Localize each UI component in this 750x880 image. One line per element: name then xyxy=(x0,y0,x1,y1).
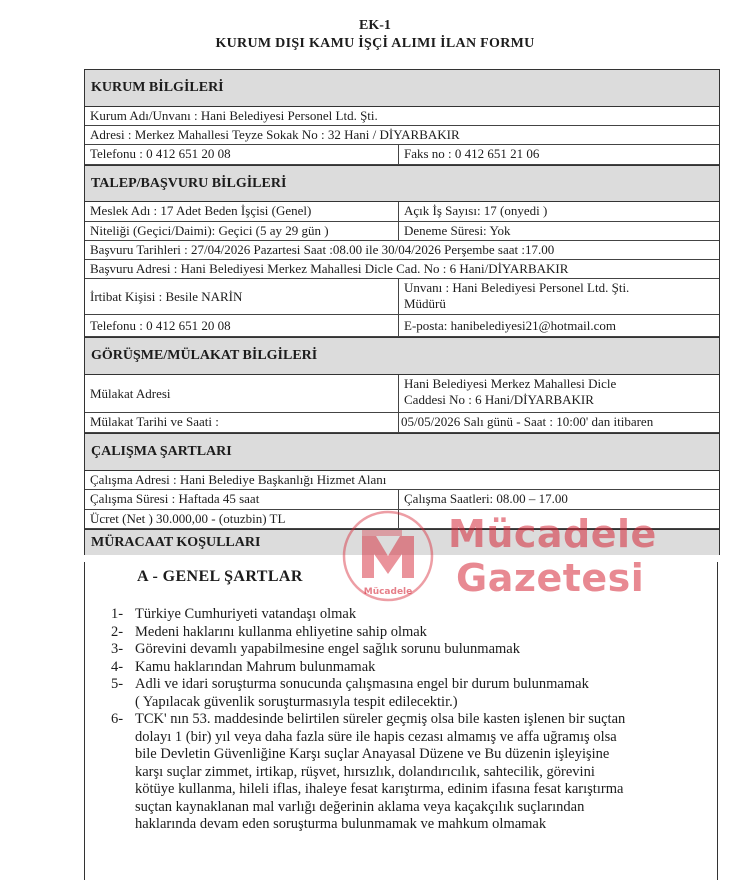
condition-line: Adli ve idari soruşturma sonucunda çalışmasına engel bir durum bulunmamak xyxy=(135,676,589,692)
talep-irtibat: İrtibat Kişisi : Besile NARİN xyxy=(85,279,399,314)
condition-text xyxy=(135,659,707,677)
condition-text xyxy=(135,711,707,834)
gorusme-tarih-label: Mülakat Tarihi ve Saati : xyxy=(85,413,399,432)
condition-number: 3- xyxy=(111,641,124,657)
section-calisma: ÇALIŞMA ŞARTLARI xyxy=(85,433,719,471)
calisma-sure: Çalışma Süresi : Haftada 45 saat xyxy=(85,490,399,509)
condition-line: TCK' nın 53. maddesinde belirtilen süreler geçmiş olsa bile kasten işlenen bir suçtan xyxy=(135,711,626,727)
calisma-adres-row xyxy=(85,471,719,490)
watermark xyxy=(340,508,670,608)
conditions-list xyxy=(111,606,707,834)
kurum-name: Kurum Adı/Unvanı : Hani Belediyesi Personel Ltd. Şti. xyxy=(90,108,378,123)
kurum-phone: Telefonu : 0 412 651 20 08 xyxy=(85,145,399,164)
section-gorusme: GÖRÜŞME/MÜLAKAT BİLGİLERİ xyxy=(85,337,719,375)
gorusme-adres xyxy=(399,375,719,412)
talep-nitelik-row xyxy=(85,222,719,241)
condition-text xyxy=(135,606,707,624)
condition-item xyxy=(111,659,707,677)
annex-label: EK-1 xyxy=(359,18,391,33)
condition-number: 2- xyxy=(111,623,124,640)
condition-line: Medeni haklarını kullanma ehliyetine sahip olmak xyxy=(135,623,427,640)
condition-text xyxy=(135,624,707,642)
talep-deneme: Deneme Süresi: Yok xyxy=(404,223,511,238)
watermark-logo-text: Mücadele xyxy=(363,587,413,597)
condition-item xyxy=(111,606,707,624)
watermark-line1: Mücadele xyxy=(448,512,657,556)
talep-tarihler: Başvuru Tarihleri : 27/04/2026 Pazartesi Saat :08.00 ile 30/04/2026 Perşembe saat :17.00 xyxy=(90,242,555,257)
watermark-logo xyxy=(340,508,436,604)
gorusme-adres-label: Mülakat Adresi xyxy=(85,375,399,412)
calisma-saatler: Çalışma Saatleri: 08.00 – 17.00 xyxy=(404,491,568,506)
condition-line: kötüye kullanma, hileli iflas, ihaleye fesat karıştırma, edinim ifasına fesat karıştırma xyxy=(135,781,624,797)
condition-line: haklarında devam eden soruşturma bulunmamak ve mahkum olmamak xyxy=(135,816,547,832)
condition-line: bile Devletin Güvenliğine Karşı suçlar Anayasal Düzene ve Bu düzenin işleyişine xyxy=(135,746,610,762)
gorusme-tarih-row xyxy=(85,413,719,433)
talep-basvuru-adresi-row xyxy=(85,260,719,279)
calisma-sure-row xyxy=(85,490,719,510)
condition-number: 1- xyxy=(111,606,124,622)
gorusme-adres-line2: Caddesi No : 6 Hani/DİYARBAKIR xyxy=(404,392,594,407)
condition-item xyxy=(111,624,707,642)
kurum-name-row xyxy=(85,107,719,126)
talep-unvan-line2: Müdürü xyxy=(404,296,446,311)
watermark-line2: Gazetesi xyxy=(456,556,645,600)
condition-text xyxy=(135,676,707,711)
talep-basvuru-adresi: Başvuru Adresi : Hani Belediyesi Merkez Mahallesi Dicle Cad. No : 6 Hani/DİYARBAKIR xyxy=(90,261,569,276)
kurum-fax: Faks no : 0 412 651 21 06 xyxy=(404,146,540,161)
condition-line: suçtan kaynaklanan mal varlığı değerinin aklama veya kaçakçılık suçlarından xyxy=(135,798,585,815)
talep-telefon-row xyxy=(85,315,719,337)
talep-unvan-line1: Unvanı : Hani Belediyesi Personel Ltd. Şti. xyxy=(404,280,630,295)
kurum-phone-row xyxy=(85,145,719,165)
talep-telefon: Telefonu : 0 412 651 20 08 xyxy=(85,315,399,336)
talep-meslek: Meslek Adı : 17 Adet Beden İşçisi (Genel) xyxy=(85,202,399,221)
talep-unvan xyxy=(399,279,719,314)
condition-item xyxy=(111,676,707,711)
talep-irtibat-row xyxy=(85,279,719,315)
section-kurum: KURUM BİLGİLERİ xyxy=(85,69,719,107)
condition-line: karşı suçlar zimmet, irtikap, rüşvet, hırsızlık, dolandırıcılık, sahtecilik, görevini xyxy=(135,763,595,780)
condition-line: Görevini devamlı yapabilmesine engel sağlık sorunu bulunmamak xyxy=(135,641,520,657)
talep-eposta: E-posta: hanibelediyesi21@hotmail.com xyxy=(404,317,616,333)
gorusme-tarih-value: 05/05/2026 Salı günü - Saat : 10:00' dan itibaren xyxy=(401,414,654,429)
condition-number: 6- xyxy=(111,711,124,727)
gorusme-adres-row xyxy=(85,375,719,413)
talep-acik-is: Açık İş Sayısı: 17 (onyedi ) xyxy=(404,203,548,218)
form-title: KURUM DIŞI KAMU İŞÇİ ALIMI İLAN FORMU xyxy=(215,36,535,51)
form-table xyxy=(84,69,720,555)
talep-nitelik: Niteliği (Geçici/Daimi): Geçici (5 ay 29 gün ) xyxy=(85,222,399,240)
condition-item xyxy=(111,641,707,659)
condition-line: Türkiye Cumhuriyeti vatandaşı olmak xyxy=(135,606,357,622)
gorusme-adres-line1: Hani Belediyesi Merkez Mahallesi Dicle xyxy=(404,376,617,391)
condition-line: dolayı 1 (bir) yıl veya daha fazla süre ile hapis cezası almamış ve affa uğramış olsa xyxy=(135,728,617,745)
general-conditions-title: A - GENEL ŞARTLAR xyxy=(137,568,303,585)
kurum-address: Adresi : Merkez Mahallesi Teyze Sokak No : 32 Hani / DİYARBAKIR xyxy=(90,127,460,142)
general-conditions xyxy=(84,562,718,880)
condition-line: ( Yapılacak güvenlik soruşturmasıyla tespit edilecektir.) xyxy=(135,693,458,710)
condition-line: Kamu haklarından Mahrum bulunmamak xyxy=(135,658,376,675)
kurum-address-row xyxy=(85,126,719,145)
condition-text xyxy=(135,641,707,659)
section-talep: TALEP/BAŞVURU BİLGİLERİ xyxy=(85,165,719,202)
calisma-ucret: Ücret (Net ) 30.000,00 - (otuzbin) TL xyxy=(85,510,399,528)
condition-number: 4- xyxy=(111,658,124,675)
section-muracaat: MÜRACAAT KOŞULLARI xyxy=(85,529,719,555)
talep-meslek-row xyxy=(85,202,719,222)
condition-item xyxy=(111,711,707,834)
talep-tarihler-row xyxy=(85,241,719,260)
calisma-adres: Çalışma Adresi : Hani Belediye Başkanlığı Hizmet Alanı xyxy=(90,472,387,487)
condition-number: 5- xyxy=(111,676,124,692)
